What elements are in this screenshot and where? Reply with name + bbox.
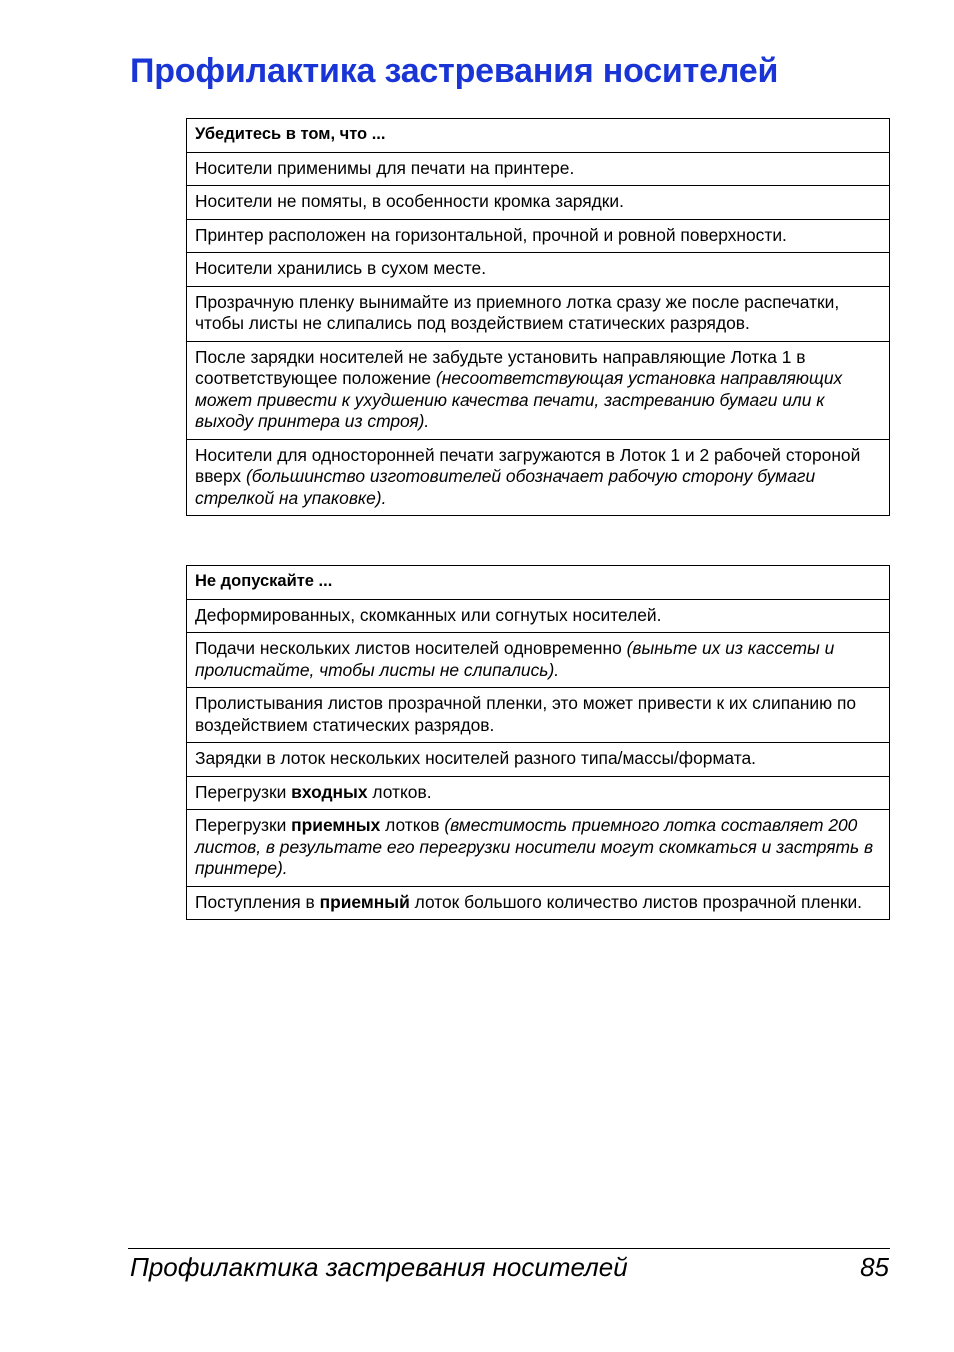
cell-text-segment: приемный [319,891,410,912]
cell-text-segment: (выньте их из кассеты и пролистайте, чтобы листы не слипались). [195,638,835,680]
cell-text-segment: Перегрузки [195,781,292,802]
table-cell [187,186,890,220]
cell-text-segment: Деформированных, скомканных или согнутых носителей. [195,604,662,625]
table-row [187,810,890,887]
cell-text-segment: (несоответствующая установка направляющих может привести к ухудшению качества печати, застреванию бумаги или к выходу принтера из строя). [195,368,843,431]
cell-text-segment: лотков. [367,781,432,802]
cell-text-segment: Подачи нескольких листов носителей одновременно [195,638,627,658]
table-row [187,599,890,633]
table-cell [187,341,890,439]
table-row [187,152,890,186]
table-row [187,286,890,341]
cell-text-segment: лотков [380,815,445,835]
cell-text-segment: Пролистывания листов прозрачной пленки, это может привести к их слипанию по воздействием статических разрядов. [195,693,857,735]
table-row [187,186,890,220]
cell-text-segment: Носители для односторонней печати загружаются в Лоток 1 и 2 рабочей стороной вверх [195,444,861,486]
footer-rule [128,1248,890,1249]
avoid-table [186,565,890,920]
ensure-table [186,118,890,516]
table-cell [187,776,890,810]
table-cell [187,810,890,887]
ensure-table-header: Убедитесь в том, что ... [187,119,890,153]
page-title: Профилактика застревания носителей [130,52,779,90]
table-cell [187,439,890,516]
cell-text-segment: Носители применимы для печати на принтере. [195,157,575,178]
table-cell [187,253,890,287]
cell-text-segment: входных [291,781,368,802]
table-row [187,743,890,777]
cell-text-segment: Носители не помяты, в особенности кромка зарядки. [195,191,624,211]
cell-text-segment: Перегрузки [195,815,292,835]
footer-title: Профилактика застревания носителей [130,1252,628,1282]
table-cell [187,152,890,186]
cell-text-segment: (вместимость приемного лотка составляет 200 листов, в результате его перегрузки носители могут скомкаться и застрять в принтере). [195,815,874,878]
cell-text-segment: Принтер расположен на горизонтальной, прочной и ровной поверхности. [195,224,787,245]
table-cell [187,886,890,920]
table-cell [187,743,890,777]
table-header-row [187,566,890,600]
table-row [187,776,890,810]
table-cell [187,286,890,341]
cell-text-segment: Поступления в [195,891,320,912]
table-row [187,219,890,253]
table-cell [187,599,890,633]
table-row [187,341,890,439]
cell-text-segment: Прозрачную пленку вынимайте из приемного лотка сразу же после распечатки, чтобы листы не слипались под воздействием статических разрядов. [195,291,840,333]
cell-text-segment: лоток большого количество листов прозрачной пленки. [409,891,863,912]
table-row [187,439,890,516]
avoid-table-header: Не допускайте ... [187,566,890,600]
table-row [187,253,890,287]
page-number: 85 [860,1252,889,1282]
table-row [187,688,890,743]
table-row [187,633,890,688]
cell-text-segment: приемных [291,815,381,835]
table-cell [187,688,890,743]
table-cell [187,219,890,253]
cell-text-segment: Носители хранились в сухом месте. [195,258,487,278]
cell-text-segment: Зарядки в лоток нескольких носителей разного типа/массы/формата. [195,748,756,768]
table-row [187,886,890,920]
cell-text-segment: (большинство изготовителей обозначает рабочую сторону бумаги стрелкой на упаковке). [195,466,816,508]
table-header-row [187,119,890,153]
table-cell [187,633,890,688]
cell-text-segment: После зарядки носителей не забудьте установить направляющие Лотка 1 в соответствующее положение [195,346,806,388]
